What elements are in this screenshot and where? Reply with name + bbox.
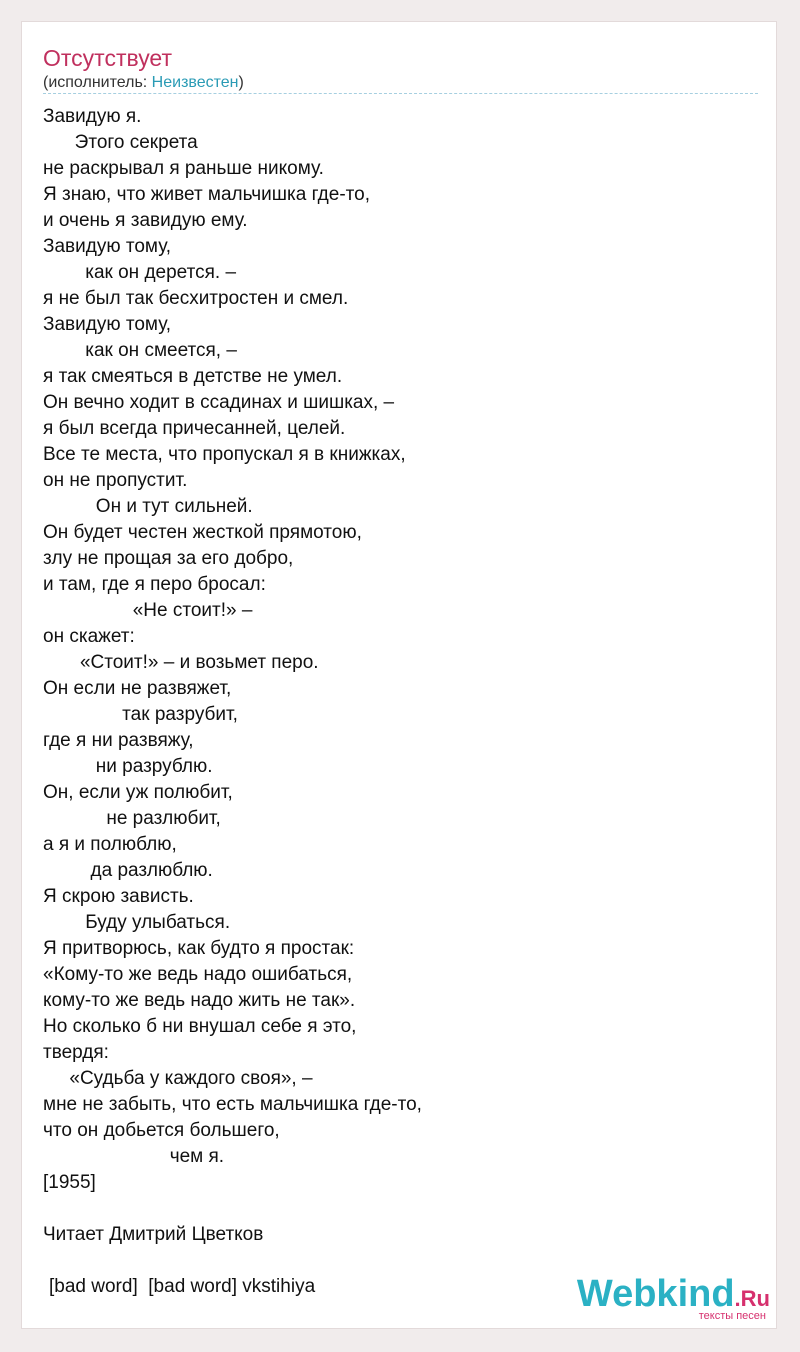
lyric-line: твердя: [43, 1042, 109, 1063]
lyric-line: он скажет: [43, 626, 135, 647]
lyric-line: кому-то же ведь надо жить не так». [43, 990, 356, 1011]
lyric-line: Но сколько б ни внушал себе я это, [43, 1016, 357, 1037]
lyric-line: где я ни развяжу, [43, 730, 194, 751]
lyric-line: «Не стоит!» – [43, 600, 253, 621]
logo-suffix: .Ru [734, 1286, 770, 1311]
lyric-line: Я скрою зависть. [43, 886, 194, 907]
lyric-line: Я притворюсь, как будто я простак: [43, 938, 355, 959]
lyric-line: Он вечно ходит в ссадинах и шишках, – [43, 392, 395, 413]
lyric-line: мне не забыть, что есть мальчишка где-то, [43, 1094, 422, 1115]
lyric-line: Он и тут сильней. [43, 496, 253, 517]
lyric-line: так разрубит, [43, 704, 238, 725]
lyric-line: как он дерется. – [43, 262, 237, 283]
site-logo[interactable] [577, 1275, 770, 1322]
lyric-line: Буду улыбаться. [43, 912, 231, 933]
lyrics-text [43, 104, 756, 1196]
logo-tagline: тексты песен [698, 1310, 766, 1322]
artist-link[interactable]: Неизвестен [151, 74, 239, 91]
lyric-line: Он, если уж полюбит, [43, 782, 233, 803]
lyric-line: я так смеяться в детстве не умел. [43, 366, 343, 387]
lyric-line: он не пропустит. [43, 470, 188, 491]
lyric-line: Он если не развяжет, [43, 678, 232, 699]
lyric-line: Завидую тому, [43, 314, 172, 335]
lyric-line: ни разрублю. [43, 756, 213, 777]
content-card [21, 21, 777, 1329]
divider [43, 93, 758, 94]
lyric-line: как он смеется, – [43, 340, 237, 361]
lyric-line: [1955] [43, 1172, 96, 1193]
reader-credit: Читает Дмитрий Цветков [43, 1224, 264, 1245]
lyric-line: Он будет честен жесткой прямотою, [43, 522, 362, 543]
lyric-line: что он добьется большего, [43, 1120, 280, 1141]
artist-byline [43, 73, 244, 93]
lyric-line: я был всегда причесанней, целей. [43, 418, 346, 439]
lyric-line: «Судьба у каждого своя», – [43, 1068, 313, 1089]
lyric-line: да разлюблю. [43, 860, 213, 881]
lyric-line: Этого секрета [43, 132, 198, 153]
lyric-line: а я и полюблю, [43, 834, 177, 855]
lyric-line: «Кому-то же ведь надо ошибаться, [43, 964, 353, 985]
artist-suffix: ) [238, 74, 244, 91]
lyric-line: Завидую тому, [43, 236, 172, 257]
song-title: Отсутствует [43, 45, 172, 71]
lyric-line: Все те места, что пропускал я в книжках, [43, 444, 406, 465]
lyric-line: и очень я завидую ему. [43, 210, 248, 231]
lyric-line: Я знаю, что живет мальчишка где-то, [43, 184, 370, 205]
lyric-line: я не был так бесхитростен и смел. [43, 288, 349, 309]
lyric-line: не раскрывал я раньше никому. [43, 158, 324, 179]
lyric-line: «Стоит!» – и возьмет перо. [43, 652, 319, 673]
lyric-line: не разлюбит, [43, 808, 221, 829]
lyric-line: злу не прощая за его добро, [43, 548, 294, 569]
logo-word: Webkind [576, 1273, 735, 1315]
artist-prefix: (исполнитель: [43, 74, 152, 91]
lyric-line: чем я. [43, 1146, 225, 1167]
lyric-line: Завидую я. [43, 106, 142, 127]
lyric-line: и там, где я перо бросал: [43, 574, 266, 595]
tags-line: [bad word] [bad word] vkstihiya [49, 1276, 316, 1297]
